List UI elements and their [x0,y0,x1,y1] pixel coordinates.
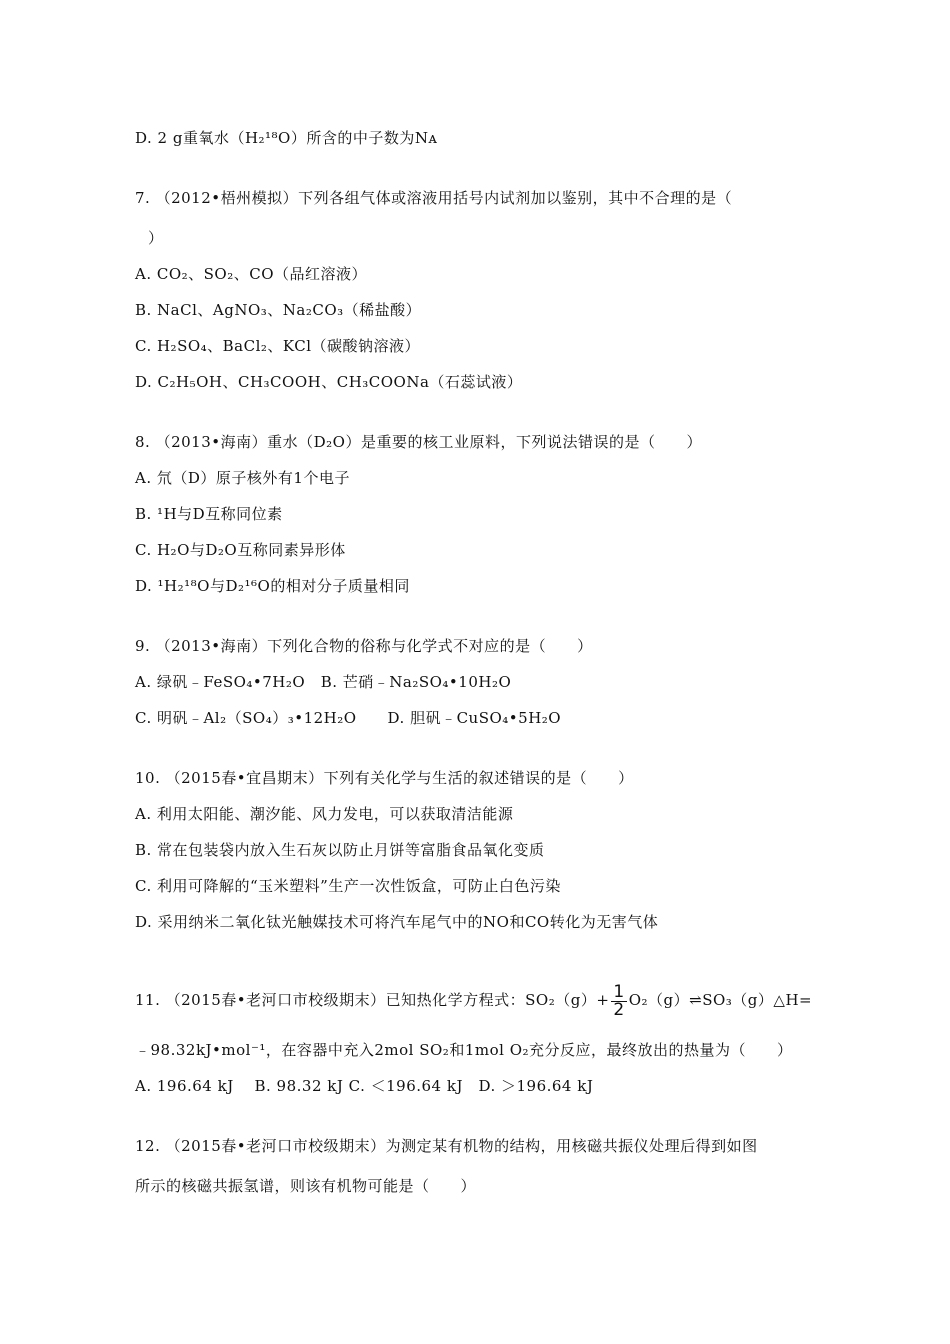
q7-stem-paren: ） [148,229,164,247]
q11-stem-start: 11. （2015春•老河口市校级期末）已知热化学方程式：SO₂（g）+ [135,991,610,1009]
q9-options-ab: A. 绿矾﹣FeSO₄•7H₂O B. 芒硝﹣Na₂SO₄•10H₂O [135,673,512,691]
q12-stem-line2: 所示的核磁共振氢谱，则该有机物可能是（ ） [135,1177,477,1195]
q7-option-d: D. C₂H₅OH、CH₃COOH、CH₃COONa（石蕊试液） [135,373,523,391]
fraction-numerator: 1 [613,981,625,1002]
q11-stem [135,982,812,1019]
q8-stem: 8. （2013•海南）重水（D₂O）是重要的核工业原料，下列说法错误的是（ ） [135,433,702,451]
q11-options: A. 196.64 kJ B. 98.32 kJ C. ＜196.64 kJ D. ＞196.64 kJ [135,1077,594,1095]
q10-option-a: A. 利用太阳能、潮汐能、风力发电，可以获取清洁能源 [135,805,514,823]
q7-option-c: C. H₂SO₄、BaCl₂、KCl（碳酸钠溶液） [135,337,420,355]
q7-option-a: A. CO₂、SO₂、CO（品红溶液） [135,265,368,283]
q9-options-cd: C. 明矾﹣Al₂（SO₄）₃•12H₂O D. 胆矾﹣CuSO₄•5H₂O [135,709,562,727]
q7-stem: 7. （2012•梧州模拟）下列各组气体或溶液用括号内试剂加以鉴别，其中不合理的是（ [135,189,733,207]
q7-option-b: B. NaCl、AgNO₃、Na₂CO₃（稀盐酸） [135,301,422,319]
q10-option-c: C. 利用可降解的“玉米塑料”生产一次性饭盒，可防止白色污染 [135,877,561,895]
fraction-denominator: 2 [613,999,625,1020]
q12-stem: 12. （2015春•老河口市校级期末）为测定某有机物的结构，用核磁共振仪处理后得到如图 [135,1137,758,1155]
q11-stem-end: O₂（g）⇌SO₃（g）△H= [628,991,813,1009]
q8-option-d: D. ¹H₂¹⁸O与D₂¹⁶O的相对分子质量相同 [135,577,410,595]
q11-stem-line2: ﹣98.32kJ•mol⁻¹，在容器中充入2mol SO₂和1mol O₂充分反应，最终放出的热量为（ ） [135,1041,793,1059]
q10-option-b: B. 常在包装袋内放入生石灰以防止月饼等富脂食品氧化变质 [135,841,545,859]
q6-option-d: D. 2 g重氧水（H₂¹⁸O）所含的中子数为Nᴀ [135,129,438,147]
one-half-fraction [611,981,626,1020]
q10-option-d: D. 采用纳米二氧化钛光触媒技术可将汽车尾气中的NO和CO转化为无害气体 [135,913,659,931]
q10-stem: 10. （2015春•宜昌期末）下列有关化学与生活的叙述错误的是（ ） [135,769,634,787]
q8-option-a: A. 氘（D）原子核外有1个电子 [135,469,350,487]
q9-stem: 9. （2013•海南）下列化合物的俗称与化学式不对应的是（ ） [135,637,593,655]
q8-option-b: B. ¹H与D互称同位素 [135,505,283,523]
q8-option-c: C. H₂O与D₂O互称同素异形体 [135,541,346,559]
